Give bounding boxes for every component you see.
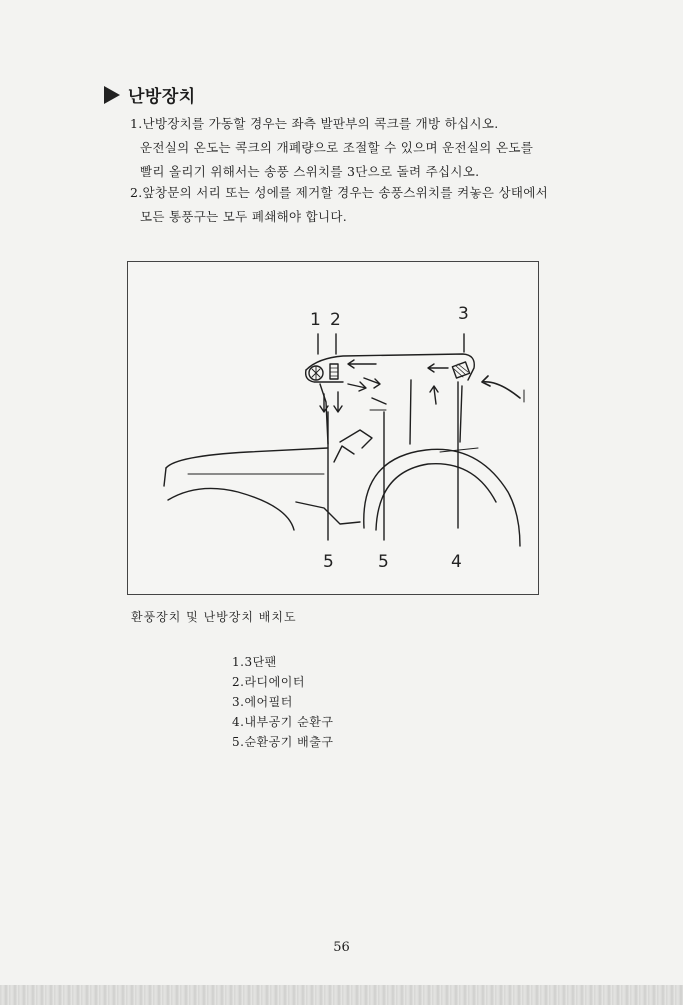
instruction-1-line-1: 1.난방장치를 가동할 경우는 좌측 발판부의 콕크를 개방 하십시오. — [130, 116, 499, 131]
callout-3: 3 — [458, 304, 469, 324]
scan-edge-artifact — [0, 985, 683, 1005]
airflow-arrow-front-2 — [364, 378, 380, 388]
legend-item: 3.에어필터 — [232, 695, 293, 709]
callout-5a: 5 — [323, 552, 334, 572]
steering-column — [334, 446, 354, 462]
figure-caption: 환풍장치 및 난방장치 배치도 — [131, 610, 297, 624]
callout-1: 1 — [310, 310, 321, 330]
rear-pillar — [460, 386, 462, 442]
heating-layout-diagram — [127, 261, 539, 595]
airflow-arrow-down-2 — [334, 392, 342, 412]
airflow-arrow-top-1 — [348, 360, 376, 368]
instruction-2 — [130, 181, 570, 229]
airflow-arrow-up — [430, 386, 438, 404]
triangle-bullet-icon — [104, 86, 120, 104]
instruction-1-line-3: 빨리 올리기 위해서는 송풍 스위치를 3단으로 돌려 주십시오. — [140, 164, 480, 179]
instruction-1-line-2: 운전실의 온도는 콕크의 개폐량으로 조절할 수 있으며 운전실의 온도를 — [140, 140, 534, 155]
front-wheel-arc — [168, 488, 294, 530]
legend-item: 1.3단팬 — [232, 655, 277, 669]
section-heading — [104, 82, 196, 107]
airflow-arrow-front — [348, 382, 366, 391]
airflow-arrow-mid — [372, 398, 386, 404]
page-number: 56 — [333, 940, 350, 955]
hood-top — [166, 448, 328, 468]
instruction-1 — [130, 112, 570, 184]
hood-front — [164, 468, 166, 486]
radiator-icon — [330, 364, 338, 379]
legend-item: 4.내부공기 순환구 — [232, 715, 334, 729]
legend-item: 2.라디에이터 — [232, 675, 305, 689]
intake-arrow — [482, 376, 520, 398]
callout-5b: 5 — [378, 552, 389, 572]
middle-pillar — [410, 380, 411, 444]
section-title: 난방장치 — [128, 87, 196, 107]
callout-2: 2 — [330, 310, 341, 330]
callout-4: 4 — [451, 552, 462, 572]
instruction-2-line-2: 모든 통풍구는 모두 폐쇄해야 합니다. — [140, 209, 347, 224]
legend-item: 5.순환공기 배출구 — [232, 735, 334, 749]
instruction-2-line-1: 2.앞창문의 서리 또는 성에를 제거할 경우는 송풍스위치를 켜놓은 상태에서 — [130, 185, 548, 200]
rear-wheel-inner — [376, 464, 496, 530]
steering-wheel — [340, 430, 372, 448]
figure-legend — [232, 652, 333, 752]
airflow-arrow-top-2 — [428, 364, 448, 372]
front-pillar — [320, 384, 328, 444]
